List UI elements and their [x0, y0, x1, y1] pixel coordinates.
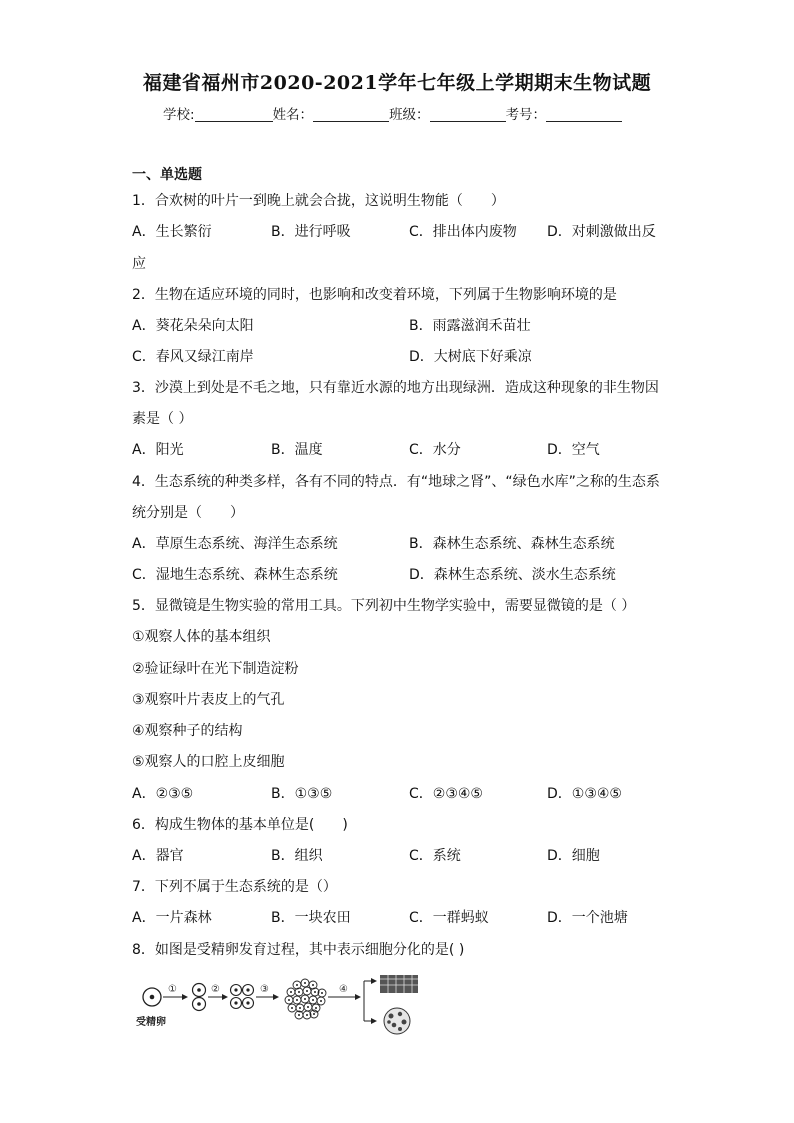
- question-5-item-5: ⑤观察人的口腔上皮细胞: [132, 754, 285, 770]
- question-7-stem: 7．下列不属于生态系统的是（）: [132, 879, 337, 895]
- question-1-option-b[interactable]: B．进行呼吸: [271, 224, 351, 240]
- step-3-label: ③: [260, 984, 269, 995]
- question-2-option-d[interactable]: D．大树底下好乘凉: [409, 349, 532, 365]
- question-2-option-c[interactable]: C．春风又绿江南岸: [132, 349, 254, 365]
- arrow-step-3: [256, 984, 278, 997]
- step-2-label: ②: [211, 984, 220, 995]
- question-7-option-d[interactable]: D．一个池塘: [547, 910, 628, 926]
- question-2-option-b[interactable]: B．雨露滋润禾苗壮: [409, 318, 531, 334]
- arrow-step-2: [208, 984, 227, 997]
- two-cell-stage: [193, 984, 206, 1011]
- question-3-stem-line-2: 素是（ ）: [132, 411, 193, 427]
- exam-number-label: 考号：: [505, 107, 547, 123]
- tissue-layered-cells: [380, 975, 418, 993]
- four-cell-stage: [231, 985, 254, 1009]
- question-4-option-b[interactable]: B．森林生态系统、森林生态系统: [409, 536, 615, 552]
- question-1-option-c[interactable]: C．排出体内废物: [409, 224, 517, 240]
- arrow-step-1: [163, 984, 187, 997]
- question-6-option-b[interactable]: B．组织: [271, 848, 323, 864]
- question-3-option-b[interactable]: B．温度: [271, 442, 323, 458]
- cell-development-diagram: [132, 975, 432, 1037]
- question-6-stem: 6．构成生物体的基本单位是( ): [132, 817, 348, 833]
- name-blank[interactable]: [313, 107, 389, 122]
- question-5-item-1: ①观察人体的基本组织: [132, 629, 271, 645]
- question-5-option-d[interactable]: D．①③④⑤: [547, 786, 622, 802]
- exam-number-blank[interactable]: [546, 107, 622, 122]
- zygote-label: 受精卵: [136, 1017, 166, 1028]
- school-blank[interactable]: [195, 107, 273, 122]
- question-8-stem: 8．如图是受精卵发育过程，其中表示细胞分化的是( ): [132, 942, 465, 958]
- zygote-cell: [143, 988, 161, 1006]
- section-title: 一、单选题: [132, 167, 202, 183]
- differentiation-bracket: [364, 981, 376, 1021]
- question-2-option-a[interactable]: A．葵花朵朵向太阳: [132, 318, 254, 334]
- question-5-option-c[interactable]: C．②③④⑤: [409, 786, 483, 802]
- question-1-option-a[interactable]: A．生长繁衍: [132, 224, 212, 240]
- question-1-stem: 1．合欢树的叶片一到晚上就会合拢，这说明生物能（ ）: [132, 193, 505, 209]
- step-4-label: ④: [339, 984, 348, 995]
- question-7-option-a[interactable]: A．一片森林: [132, 910, 212, 926]
- question-7-option-c[interactable]: C．一群蚂蚁: [409, 910, 489, 926]
- question-7-option-b[interactable]: B．一块农田: [271, 910, 351, 926]
- question-4-stem-line-1: 4．生态系统的种类多样，各有不同的特点．有“地球之肾”、“绿色水库”之称的生态系: [132, 474, 660, 490]
- question-6-option-c[interactable]: C．系统: [409, 848, 461, 864]
- question-3-option-c[interactable]: C．水分: [409, 442, 461, 458]
- question-4-option-a[interactable]: A．草原生态系统、海洋生态系统: [132, 536, 338, 552]
- question-4-option-d[interactable]: D．森林生态系统、淡水生态系统: [409, 567, 616, 583]
- page-title: 福建省福州市2020-2021学年七年级上学期期末生物试题: [142, 72, 652, 94]
- school-label: 学校:: [163, 107, 195, 123]
- question-5-option-b[interactable]: B．①③⑤: [271, 786, 333, 802]
- question-6-option-d[interactable]: D．细胞: [547, 848, 600, 864]
- question-3-option-d[interactable]: D．空气: [547, 442, 600, 458]
- question-4-stem-line-2: 统分别是（ ）: [132, 505, 244, 521]
- question-5-item-3: ③观察叶片表皮上的气孔: [132, 692, 285, 708]
- question-1-option-d-wrap: 应: [132, 256, 146, 272]
- question-6-option-a[interactable]: A．器官: [132, 848, 184, 864]
- question-3-stem-line-1: 3．沙漠上到处是不毛之地，只有靠近水源的地方出现绿洲．造成这种现象的非生物因: [132, 380, 659, 396]
- question-5-item-2: ②验证绿叶在光下制造淀粉: [132, 661, 299, 677]
- question-5-stem: 5．显微镜是生物实验的常用工具。下列初中生物学实验中，需要显微镜的是（ ）: [132, 598, 636, 614]
- arrow-step-4: [328, 984, 360, 997]
- question-2-stem: 2．生物在适应环境的同时，也影响和改变着环境，下列属于生物影响环境的是: [132, 287, 617, 303]
- question-3-option-a[interactable]: A．阳光: [132, 442, 184, 458]
- tissue-round-cells: [384, 1008, 410, 1034]
- question-1-option-d[interactable]: D．对刺激做出反: [547, 224, 656, 240]
- step-1-label: ①: [168, 984, 177, 995]
- class-label: 班级：: [389, 107, 430, 123]
- question-5-option-a[interactable]: A．②③⑤: [132, 786, 194, 802]
- student-info-row: [163, 103, 622, 123]
- question-4-option-c[interactable]: C．湿地生态系统、森林生态系统: [132, 567, 338, 583]
- class-blank[interactable]: [430, 107, 506, 122]
- name-label: 姓名：: [272, 107, 314, 123]
- question-5-item-4: ④观察种子的结构: [132, 723, 243, 739]
